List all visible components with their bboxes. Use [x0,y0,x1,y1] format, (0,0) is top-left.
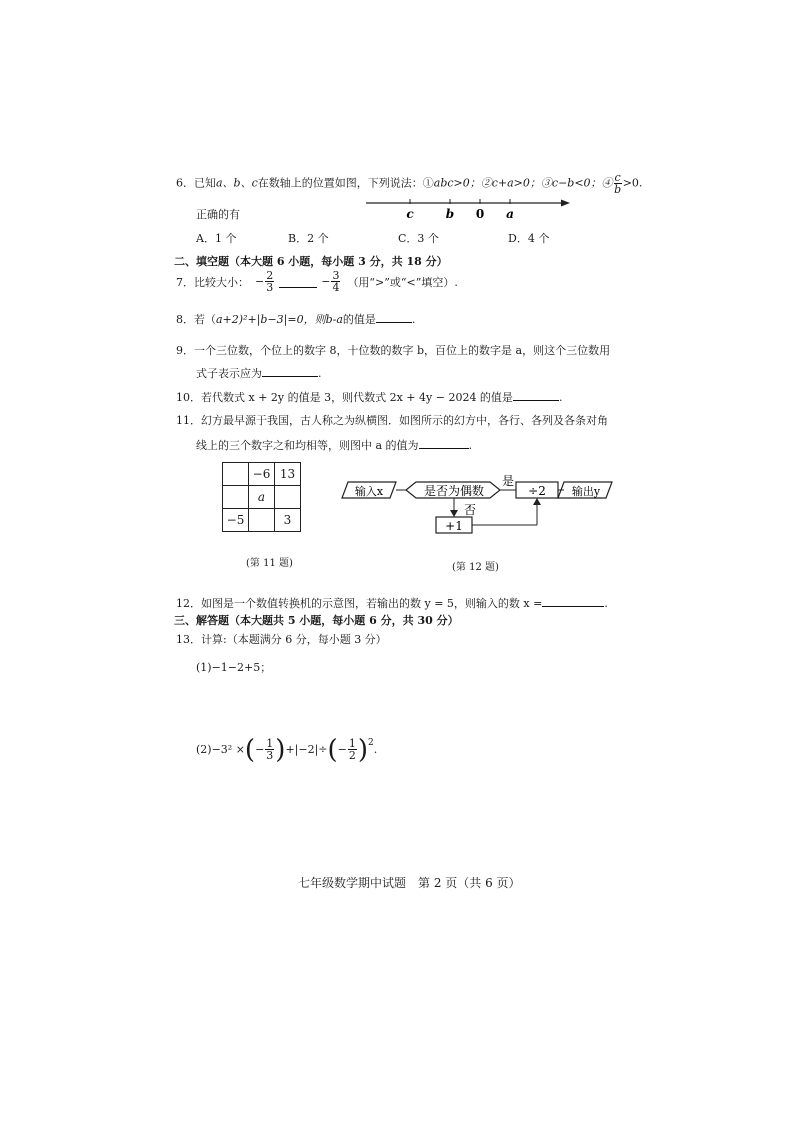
q13-part2 [196,734,378,765]
magic-cell [223,486,249,509]
arrow-head-icon [450,510,458,517]
input-label: 输入x [354,485,384,498]
q10-end: . [558,391,563,404]
q6-option-b[interactable]: B．2 个 [288,232,329,245]
section-3-heading: 三、解答题（本大题共 5 小题，每小题 6 分，共 30 分） [174,614,459,627]
q7-f1-num: 2 [266,269,274,282]
magic-cell: a [249,486,275,509]
q7-f2-den: 4 [332,281,340,294]
magic-square-row [223,463,301,486]
q12-answer-blank[interactable] [542,594,604,607]
number-line-arrow-icon [561,200,570,207]
q10-answer-blank[interactable] [513,388,559,401]
q6-frac-den: b [614,183,622,196]
q6-option-d[interactable]: D．4 个 [508,232,550,245]
q11-line1: 11．幻方最早源于我国，古人称之为纵横图．如图所示的幻方中，各行、各列及各条对角 [176,414,608,427]
q8-b: a+2)²+|b−3|=0，则 [216,313,326,326]
q13-p2-minus-1: − [255,743,265,756]
paren-close: ) [275,734,286,765]
q6-s1: abc>0；② [433,176,492,190]
magic-cell: 3 [275,509,301,532]
q11-answer-blank[interactable] [419,436,469,449]
q7-fraction-1 [265,270,274,293]
q9-answer-blank[interactable] [262,364,318,377]
label-c: c [406,207,414,221]
plus-label: +1 [445,519,463,533]
q13-f1-num: 1 [266,737,274,750]
label-0: 0 [475,207,485,221]
q13-part1: (1)−1−2+5； [196,661,272,674]
q7-prefix: 7．比较大小： [176,275,249,289]
q12-end: . [604,597,608,610]
q7-minus-2: − [321,275,331,288]
q8-end: . [411,313,416,326]
q9-line1: 9．一个三位数，个位上的数字 8，十位数的数字 b，百位上的数字是 a，则这个三位数用 [176,344,611,357]
magic-square-row [223,486,301,509]
q6-line1 [176,172,642,195]
number-line [360,194,575,224]
magic-cell: 13 [275,463,301,486]
q8 [176,310,415,327]
q7-answer-blank[interactable] [279,275,317,288]
q10 [176,388,562,405]
q6-s3: c−b<0；④ [551,176,613,190]
section-2-heading: 二、填空题（本大题 6 小题，每小题 3 分，共 18 分） [174,255,448,268]
q8-d: 的值是 [342,313,376,326]
q13-p2-minus-2: − [337,743,347,756]
q11-end: . [468,439,473,452]
q8-c: b-a [325,313,343,326]
magic-cell [223,463,249,486]
q13-f1-den: 3 [266,749,274,762]
paren-open: ( [244,734,256,765]
magic-cell [275,486,301,509]
label-a: a [506,207,514,221]
q13-fraction-2 [348,738,357,761]
arrow-head-icon [533,498,541,505]
q7-suffix: （用“>”或“<”填空）. [347,275,458,289]
q12-text: 12．如图是一个数值转换机的示意图，若输出的数 y = 5，则输入的数 x = [176,597,543,610]
q13-fraction-1 [265,738,274,761]
q12 [176,594,608,611]
q9-line2 [196,364,322,381]
q8-answer-blank[interactable] [376,310,412,323]
flowchart [340,470,620,540]
divide-label: ÷2 [528,484,546,498]
q6-s4-tail: >0. [622,176,643,190]
magic-square-row [223,509,301,532]
q6-s2: c+a>0；③ [491,176,552,190]
q7-fraction-2 [331,270,340,293]
q9-line2-text: 式子表示应为 [196,367,262,380]
magic-cell [249,509,275,532]
q6-prefix: 6．已知 [176,176,216,190]
q6-option-c[interactable]: C．3 个 [398,232,439,245]
q12-caption: (第 12 题) [452,562,499,573]
q11-line2 [196,436,472,453]
q7-minus-1: − [255,275,265,288]
q7-f2-num: 3 [332,269,340,282]
q10-text: 10．若代数式 x + 2y 的值是 3，则代数式 2x + 4y − 2024 的值是 [176,391,513,404]
q6-mid: 在数轴上的位置如图，下列说法：① [257,176,434,190]
q7 [176,270,458,293]
yes-label: 是 [501,474,515,488]
magic-cell: −5 [223,509,249,532]
q13-f2-num: 1 [348,737,356,750]
q13-p2-a: (2)−3² × [196,743,245,756]
q7-f1-den: 3 [266,281,274,294]
label-b: b [445,207,455,221]
q6-vars: a、b、c [216,176,258,190]
q13-p2-mid: +|−2|÷ [285,743,328,756]
q6-line2: 正确的有 [196,208,240,221]
decision-label: 是否为偶数 [423,484,485,498]
q6-frac-num: c [614,171,621,184]
magic-cell: −6 [249,463,275,486]
q11-line2-text: 线上的三个数字之和均相等，则图中 a 的值为 [196,439,419,452]
q9-end: . [318,367,322,380]
q6-option-a[interactable]: A．1 个 [196,232,237,245]
q6-fraction [614,172,622,195]
no-label: 否 [464,503,477,517]
q13-title: 13．计算:（本题满分 6 分，每小题 3 分） [176,633,387,646]
paren-close: ) [357,734,369,765]
q13-f2-den: 2 [348,749,356,762]
paren-open: ( [327,734,338,765]
q13-p2-exponent: 2 [368,738,374,748]
magic-square [222,462,301,532]
q13-p2-end: . [373,743,378,756]
q11-caption: (第 11 题) [246,558,293,569]
page-footer: 七年级数学期中试题 第 2 页（共 6 页） [298,876,521,890]
output-label: 输出y [571,485,601,498]
q8-a: 8．若（ [176,313,216,326]
